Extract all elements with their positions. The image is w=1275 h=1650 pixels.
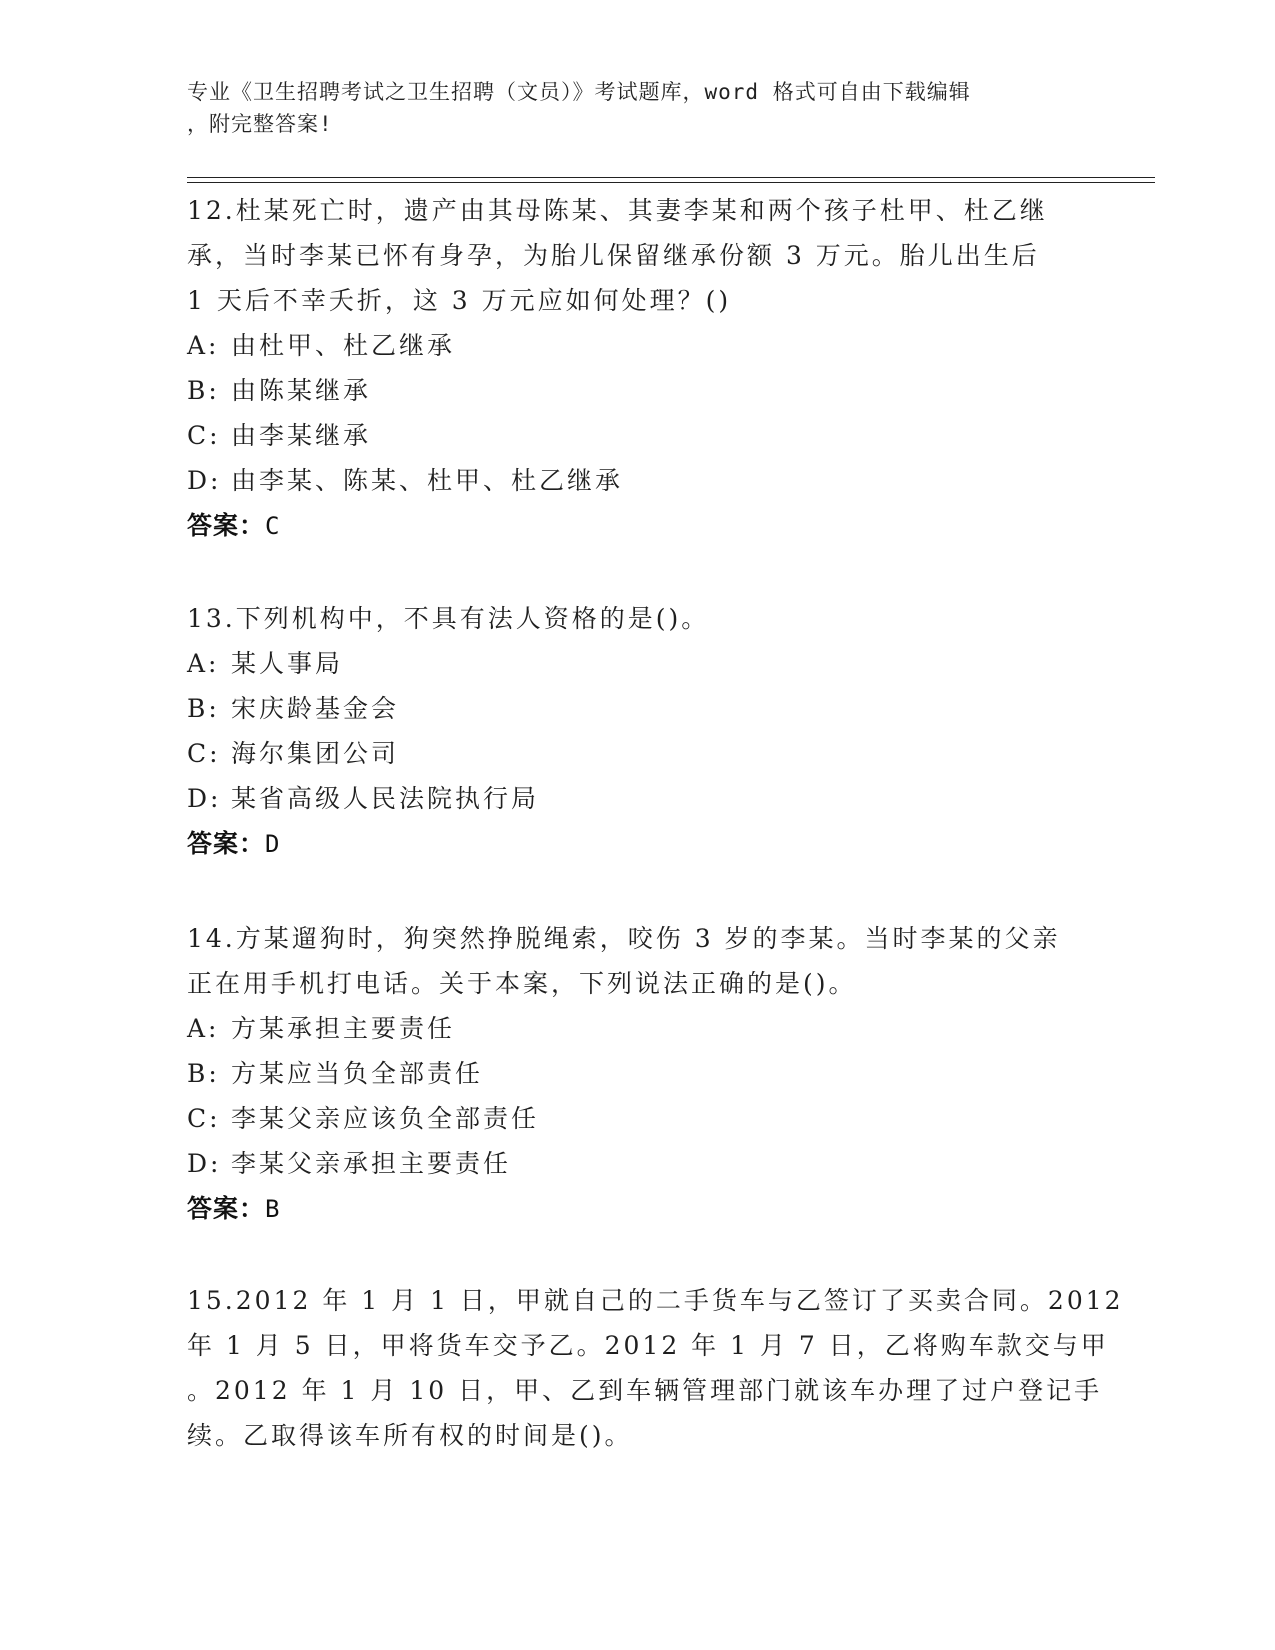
option-letter: C:	[187, 1104, 221, 1133]
question-text-line: 承，当时李某已怀有身孕，为胎儿保留继承份额 3 万元。胎儿出生后	[187, 241, 1040, 270]
option-text: 由陈某继承	[231, 376, 372, 405]
option-a	[187, 1006, 1087, 1051]
question-12	[187, 188, 1087, 549]
option-letter: C:	[187, 421, 221, 450]
question-text-line: 15.2012 年 1 月 1 日，甲就自己的二手货车与乙签订了买卖合同。2012	[187, 1286, 1124, 1315]
option-text: 由李某、陈某、杜甲、杜乙继承	[231, 466, 624, 495]
question-text-line: 1 天后不幸夭折，这 3 万元应如何处理？()	[187, 286, 732, 315]
option-d	[187, 458, 1087, 503]
answer-label: 答案：	[187, 511, 266, 540]
option-b	[187, 1051, 1087, 1096]
option-letter: A:	[187, 1014, 220, 1043]
question-13	[187, 596, 1087, 867]
option-b	[187, 686, 1087, 731]
option-d	[187, 776, 1087, 821]
option-a	[187, 323, 1087, 368]
question-text-line: 13.下列机构中，不具有法人资格的是()。	[187, 604, 710, 633]
question-text-line: 12.杜某死亡时，遗产由其母陈某、其妻李某和两个孩子杜甲、杜乙继	[187, 196, 1048, 225]
option-letter: D:	[187, 1149, 222, 1178]
question-14	[187, 916, 1087, 1232]
option-text: 方某承担主要责任	[231, 1014, 456, 1043]
option-letter: D:	[187, 466, 222, 495]
answer-value: D	[265, 830, 281, 858]
option-letter: A:	[187, 649, 220, 678]
option-text: 李某父亲应该负全部责任	[231, 1104, 540, 1133]
answer-line	[187, 503, 1087, 549]
option-d	[187, 1141, 1087, 1186]
option-letter: B:	[187, 376, 220, 405]
header-divider-top	[187, 177, 1155, 178]
option-text: 由杜甲、杜乙继承	[231, 331, 456, 360]
option-text: 宋庆龄基金会	[231, 694, 400, 723]
header-line-2: ，附完整答案!	[187, 112, 333, 136]
question-15	[187, 1278, 1124, 1458]
option-text: 海尔集团公司	[231, 739, 400, 768]
option-letter: A:	[187, 331, 220, 360]
option-text: 某人事局	[231, 649, 344, 678]
option-c	[187, 1096, 1087, 1141]
option-text: 方某应当负全部责任	[231, 1059, 484, 1088]
header-divider-bottom	[187, 182, 1155, 183]
option-letter: B:	[187, 1059, 220, 1088]
option-text: 某省高级人民法院执行局	[231, 784, 540, 813]
option-a	[187, 641, 1087, 686]
option-letter: B:	[187, 694, 220, 723]
option-b	[187, 368, 1087, 413]
answer-label: 答案：	[187, 1194, 266, 1223]
option-text: 由李某继承	[231, 421, 372, 450]
answer-line	[187, 1186, 1087, 1232]
answer-value: B	[265, 1195, 281, 1223]
option-c	[187, 731, 1087, 776]
option-c	[187, 413, 1087, 458]
answer-value: C	[265, 512, 281, 540]
answer-label: 答案：	[187, 829, 266, 858]
answer-line	[187, 821, 1087, 867]
question-text-line: 年 1 月 5 日，甲将货车交予乙。2012 年 1 月 7 日，乙将购车款交与甲	[187, 1331, 1109, 1360]
option-letter: D:	[187, 784, 222, 813]
question-text-line: 续。乙取得该车所有权的时间是()。	[187, 1421, 633, 1450]
header-line-1: 专业《卫生招聘考试之卫生招聘（文员）》考试题库，word 格式可自由下载编辑	[187, 80, 971, 104]
option-text: 李某父亲承担主要责任	[231, 1149, 512, 1178]
question-text-line: 。2012 年 1 月 10 日，甲、乙到车辆管理部门就该车办理了过户登记手	[187, 1376, 1103, 1405]
question-text-line: 正在用手机打电话。关于本案，下列说法正确的是()。	[187, 969, 857, 998]
option-letter: C:	[187, 739, 221, 768]
question-text-line: 14.方某遛狗时，狗突然挣脱绳索，咬伤 3 岁的李某。当时李某的父亲	[187, 924, 1061, 953]
document-header	[187, 76, 1067, 140]
